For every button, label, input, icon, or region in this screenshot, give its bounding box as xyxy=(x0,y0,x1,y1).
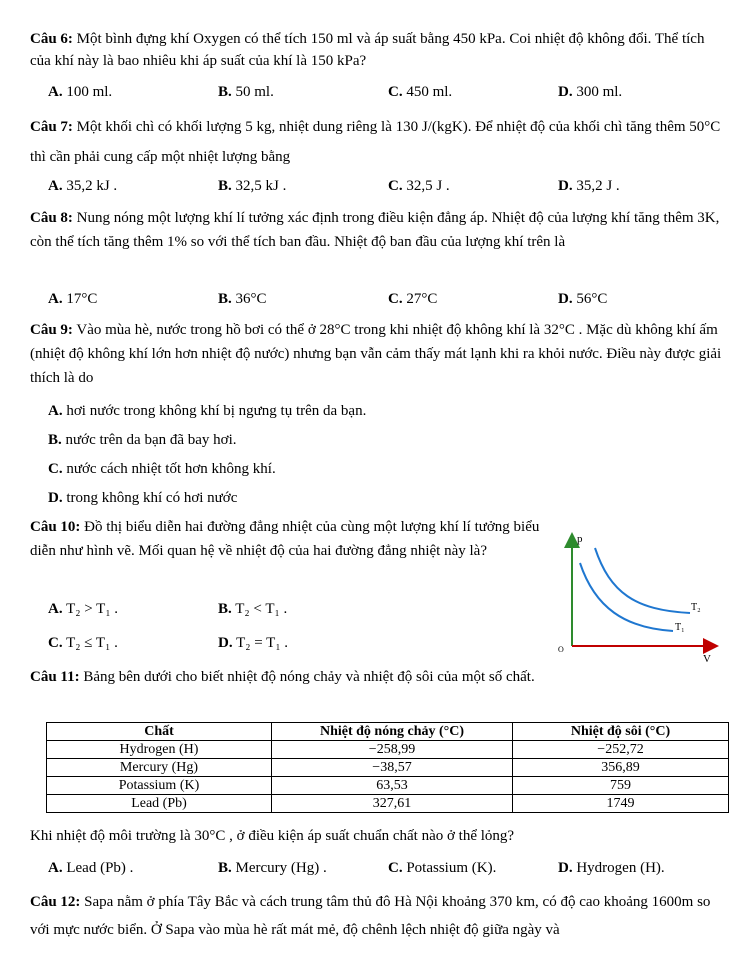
q7-option-a[interactable]: A. 35,2 kJ . xyxy=(48,178,118,194)
isotherm-graph xyxy=(555,528,725,668)
question-text: Bảng bên dưới cho biết nhiệt độ nóng chảy và nhiệt độ sôi của một số chất. xyxy=(79,669,535,685)
table-header: Nhiệt độ sôi (°C) xyxy=(513,723,729,741)
isotherm-t2-curve xyxy=(595,548,690,613)
question-text: Nung nóng một lượng khí lí tưởng xác định trong điều kiện đẳng áp. Nhiệt độ của lượng khí tăng thêm 3K, còn thể tích tăng thêm 1% so với thể tích ban đầu. Nhiệt độ ban đầu của lượng khí trên là xyxy=(30,210,720,250)
question-9 xyxy=(30,318,726,390)
origin-label: O xyxy=(558,645,564,654)
v-axis-label: V xyxy=(703,653,711,665)
question-12 xyxy=(30,888,726,944)
question-label: Câu 7: xyxy=(30,119,73,135)
question-text: Đồ thị biểu diễn hai đường đẳng nhiệt của cùng một lượng khí lí tưởng biểu diễn như hình vẽ. Mối quan hệ về nhiệt độ của hai đường đẳng nhiệt này là? xyxy=(30,519,540,559)
q10-option-d[interactable]: D. T₂ = T₁ . xyxy=(218,635,289,651)
table-header-row xyxy=(47,723,729,741)
q8-option-d[interactable]: D. 56°C xyxy=(558,291,608,307)
question-text: Một khối chì có khối lượng 5 kg, nhiệt dung riêng là 130 J/(kgK). Để nhiệt độ của khối chì tăng thêm 50°C thì cần phải cung cấp một nhiệt lượng bằng xyxy=(30,119,721,165)
question-7 xyxy=(30,112,726,172)
table-cell: Lead (Pb) xyxy=(47,795,272,813)
question-text: Vào mùa hè, nước trong hồ bơi có thể ở 28°C trong khi nhiệt độ không khí là 32°C . Mặc dù không khí ấm (nhiệt độ không khí lớn hơn nhiệt độ nước) nhưng bạn vẫn cảm thấy mát lạnh khi ra khỏi nước. Điều này được giải thích là do xyxy=(30,322,722,386)
table-header: Chất xyxy=(47,723,272,741)
table-row xyxy=(47,741,729,759)
question-label: Câu 11: xyxy=(30,669,80,685)
table-cell: 759 xyxy=(513,777,729,795)
table-cell: −258,99 xyxy=(272,741,513,759)
question-11 xyxy=(30,666,545,688)
table-row xyxy=(47,777,729,795)
table-cell: 63,53 xyxy=(272,777,513,795)
q10-option-c[interactable]: C. T₂ ≤ T₁ . xyxy=(48,635,118,651)
question-label: Câu 9: xyxy=(30,322,73,338)
q9-option-a[interactable]: A. hơi nước trong không khí bị ngưng tụ trên da bạn. xyxy=(48,403,367,419)
q10-option-b[interactable]: B. T₂ < T₁ . xyxy=(218,601,288,617)
isotherm-t1-curve xyxy=(580,563,673,631)
q6-option-b[interactable]: B. 50 ml. xyxy=(218,84,274,100)
t2-label: T₂ xyxy=(691,602,701,613)
t1-label: T₁ xyxy=(675,622,685,633)
table-row xyxy=(47,795,729,813)
q9-option-c[interactable]: C. nước cách nhiệt tốt hơn không khí. xyxy=(48,461,276,477)
melting-boiling-table xyxy=(46,722,729,813)
table-cell: Potassium (K) xyxy=(47,777,272,795)
q6-option-c[interactable]: C. 450 ml. xyxy=(388,84,453,100)
question-6 xyxy=(30,28,726,72)
q7-option-b[interactable]: B. 32,5 kJ . xyxy=(218,178,287,194)
question-text: Một bình đựng khí Oxygen có thể tích 150 ml và áp suất bằng 450 kPa. Coi nhiệt độ không đổi. Thể tích của khí này là bao nhiêu khi áp suất của khí là 150 kPa? xyxy=(30,31,705,69)
q11-followup-text: Khi nhiệt độ môi trường là 30°C , ở điều kiện áp suất chuẩn chất nào ở thể lỏng? xyxy=(30,828,515,844)
p-axis-label: p xyxy=(577,533,583,545)
table-cell: Hydrogen (H) xyxy=(47,741,272,759)
q9-option-d[interactable]: D. trong không khí có hơi nước xyxy=(48,490,238,506)
q11-option-b[interactable]: B. Mercury (Hg) . xyxy=(218,860,327,876)
table-cell: −38,57 xyxy=(272,759,513,777)
q7-option-c[interactable]: C. 32,5 J . xyxy=(388,178,450,194)
q6-option-a[interactable]: A. 100 ml. xyxy=(48,84,113,100)
q11-option-d[interactable]: D. Hydrogen (H). xyxy=(558,860,665,876)
q11-option-a[interactable]: A. Lead (Pb) . xyxy=(48,860,134,876)
question-label: Câu 10: xyxy=(30,519,81,535)
question-8 xyxy=(30,206,726,254)
q11-option-c[interactable]: C. Potassium (K). xyxy=(388,860,497,876)
table-row xyxy=(47,759,729,777)
question-label: Câu 6: xyxy=(30,31,73,47)
table-cell: 356,89 xyxy=(513,759,729,777)
q10-option-a[interactable]: A. T₂ > T₁ . xyxy=(48,601,119,617)
q6-option-d[interactable]: D. 300 ml. xyxy=(558,84,623,100)
q7-option-d[interactable]: D. 35,2 J . xyxy=(558,178,620,194)
question-label: Câu 8: xyxy=(30,210,73,226)
question-10 xyxy=(30,515,545,563)
question-text: Sapa nằm ở phía Tây Bắc và cách trung tâm thủ đô Hà Nội khoảng 370 km, có độ cao khoảng 1600m so với mực nước biển. Ở Sapa vào mùa hè rất mát mẻ, độ chênh lệch nhiệt độ giữa ngày và xyxy=(30,894,711,938)
question-label: Câu 12: xyxy=(30,894,81,910)
table-cell: Mercury (Hg) xyxy=(47,759,272,777)
q8-option-b[interactable]: B. 36°C xyxy=(218,291,267,307)
q8-option-c[interactable]: C. 27°C xyxy=(388,291,438,307)
q8-option-a[interactable]: A. 17°C xyxy=(48,291,98,307)
table-header: Nhiệt độ nóng chảy (°C) xyxy=(272,723,513,741)
table-cell: 1749 xyxy=(513,795,729,813)
table-cell: −252,72 xyxy=(513,741,729,759)
q9-option-b[interactable]: B. nước trên da bạn đã bay hơi. xyxy=(48,432,237,448)
table-cell: 327,61 xyxy=(272,795,513,813)
